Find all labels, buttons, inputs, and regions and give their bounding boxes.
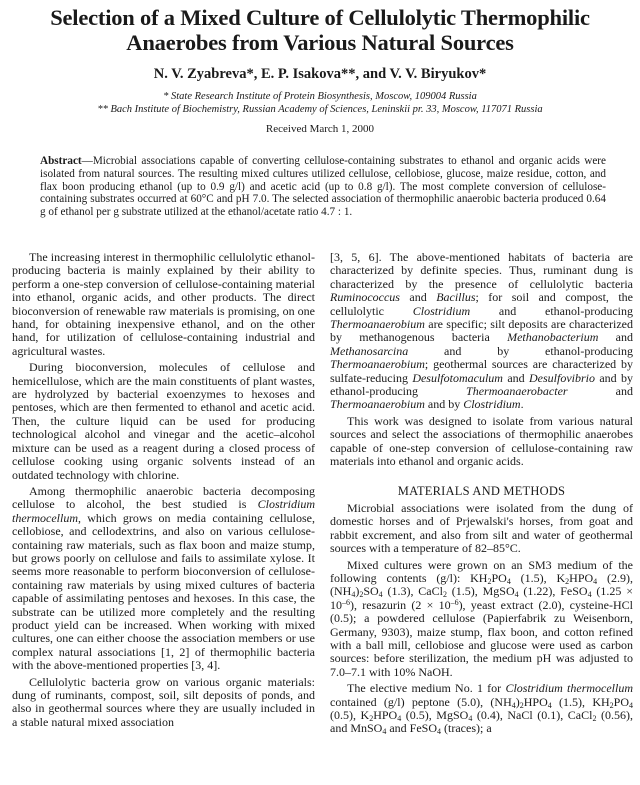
species-name: Clostridium xyxy=(412,303,471,318)
text-span: contained (g/l) peptone (5.0), (NH xyxy=(330,694,512,709)
abstract-text: —Microbial associations capable of converting cellulose-containing substrates to ethanol and organic acids were isolated from natural sources. The resulting mixed cultures utilized cellulose, cellobiose, glucose, maize residue, cotton, and flax boon producing ethanol (up to 0.9 g/l) and acetic acid (up to 0.8 g/l). The most complete conversion of cellulose-containing substrates occurred at 60°C and pH 7.0. The selected association of thermophilic anaerobic bacteria produced 0.64 g of ethanol per g substrate utilized at the ethanol/acetate ratio 4.7 : 1. xyxy=(40,155,606,219)
subscript: 4 xyxy=(511,700,516,710)
intro-paragraph-4: Cellulolytic bacteria grow on various organic materials: dung of ruminants, compost, soil, silt deposits of ponds, and also in geothermal sources where they are usually included in a stable natural mixed association xyxy=(12,674,315,729)
text-span: Mixed cultures were grown on an SM3 medium of the following contents (g/l): KH xyxy=(330,557,633,585)
text-span: ) xyxy=(355,584,360,599)
affiliations xyxy=(0,90,640,116)
subscript: 4 xyxy=(506,576,511,586)
text-span: (0.5), K xyxy=(330,708,370,722)
text-span: ; for soil and compost, the cellulolytic xyxy=(330,290,633,318)
species-name: Thermoanaerobium xyxy=(330,357,425,372)
text-span: . xyxy=(520,397,524,412)
aim-paragraph: This work was designed to isolate from various natural sources and select the associations of thermophilic anaerobes capable of one-step conversion of cellulose-containing raw materials into ethanol and organic acids. xyxy=(330,413,633,469)
text-span: ), resazurin (2 × 10 xyxy=(350,597,451,612)
subscript: 4 xyxy=(351,590,356,600)
text-span: (1.25 × 10 xyxy=(330,584,633,612)
subscript: 4 xyxy=(629,700,633,710)
subscript: 4 xyxy=(397,714,402,723)
text-span: ), yeast extract (2.0), cysteine-HCl (0.5); a powdered cellulose (Papierfabrik zu Weisenborn, Germany, 9303), maize stump, flax boon, and cotton refined with a ball mill, cellobiose and glucose were used as carbon sources: before sterilization, the medium pH was adjusted to 7.0–7.1 with 10% NaOH. xyxy=(330,597,633,679)
subscript: 2 xyxy=(487,576,492,586)
species-name: Thermoanaerobium xyxy=(330,397,425,412)
species-name: Clostridium xyxy=(463,397,521,412)
species-name: Ruminococcus xyxy=(330,290,400,305)
species-name: Methanosarcina xyxy=(330,343,409,358)
methods-paragraph-2 xyxy=(330,559,633,680)
species-name: Methanobacterium xyxy=(507,330,599,345)
subscript: 2 xyxy=(565,576,570,586)
text-span: (traces); a xyxy=(441,721,492,736)
methods-paragraph-1: Microbial associations were isolated from the dung of domestic horses and of Prjewalski's horses, from goat and rabbit excrement, and also from silt and water of geothermal sources with a temperature of 82–85°C. xyxy=(330,500,633,556)
subscript: 2 xyxy=(592,714,597,723)
intro-paragraph-1: The increasing interest in thermophilic cellulolytic ethanol-producing bacteria is mainly explained by their ability to perform a one-step conversion of cellulose-containing material into ethanol, organic acids, and other products. The direct bioconversion of renewable raw materials is promising, on one hand, for obtaining inexpensive ethanol, and on the other hand, for utilization of cellulose-containing industrial and agricultural wastes. xyxy=(12,250,315,358)
subscript: 4 xyxy=(593,576,598,586)
text-span: and by ethanol-producing xyxy=(408,343,633,358)
text-span: (1.22), FeSO xyxy=(518,584,588,599)
text-span: Among thermophilic anaerobic bacteria decomposing cellulose to alcohol, the best studied is xyxy=(12,483,315,512)
subscript: 2 xyxy=(442,590,447,600)
text-span: The elective medium No. 1 for xyxy=(347,681,506,696)
text-span: [3, 5, 6]. The above-mentioned habitats of bacteria are characterized by definite species. Thus, ruminant dung is characterized by the presence of cellulolytic bacteria xyxy=(330,250,633,291)
species-name: Thermoanaerobium xyxy=(330,317,425,332)
species-name: Clostridium thermocellum xyxy=(505,681,634,696)
article-authors: N. V. Zyabreva*, E. P. Isakova**, and V. V. Biryukov* xyxy=(153,66,487,82)
habitats-paragraph xyxy=(330,251,633,412)
species-name: Thermoanaerobacter xyxy=(466,384,568,399)
text-span: PO xyxy=(613,694,629,709)
intro-paragraph-3 xyxy=(12,485,315,673)
text-span: and FeSO xyxy=(386,721,438,736)
text-span: (0.56), and MnSO xyxy=(330,708,633,736)
species-name: Clostridium thermocellum xyxy=(12,497,315,525)
subscript: 2 xyxy=(359,590,364,600)
text-span: and ethanol-producing xyxy=(470,303,633,318)
affiliation-1: * State Research Institute of Protein Biosynthesis, Moscow, 109004 Russia xyxy=(163,91,477,102)
right-column xyxy=(330,251,633,739)
text-span: and by ethanol-producing xyxy=(330,370,633,399)
text-span: (0.5), MgSO xyxy=(401,708,469,722)
text-span: and xyxy=(598,330,633,345)
text-span: SO xyxy=(363,584,379,599)
abstract-label: Abstract xyxy=(40,155,82,167)
article-title: Selection of a Mixed Culture of Cellulolytic Thermophilic Anaerobes from Various Natural Sources xyxy=(50,5,590,55)
text-span: (1.5), MgSO xyxy=(446,584,515,599)
intro-paragraph-2: During bioconversion, molecules of cellulose and hemicellulose, which are the main constituents of plant wastes, are hydrolyzed by bacterial exoenzymes to hexoses and pentoses, which are then fermented to ethanol and acetic acid. Then, the culture liquid can be used for producing technological alcohol and vinegar and the acetic–alcohol mixture can be used as a reagent during a closed process of cellulose cooking using organic solvents instead of an outdated technology with chlorine. xyxy=(12,360,315,482)
subscript: 4 xyxy=(378,590,383,600)
text-span: are specific; silt deposits are characterized by methanogenous bacteria xyxy=(330,317,633,345)
text-span: and xyxy=(399,290,437,305)
text-span: PO xyxy=(491,570,507,585)
subscript: 4 xyxy=(514,590,519,600)
text-span: and xyxy=(502,370,529,385)
section-heading: MATERIALS AND METHODS xyxy=(397,483,566,498)
text-span: (2.9), (NH xyxy=(330,570,633,599)
text-span: , which grows on media containing cellulose, cellobiose, and cellodextrins, and also on various cellulose-containing raw materials, such as flax boon and maize stump, but grows poorly on cellulose and fails to assimilate xylose. It seems more reasonable to perform bioconversion of cellulose-containing raw materials by using mixed cultures of bacteria capable of assimilating pentoses and hexoses. In this case, the substrate can be utilized more completely and the resulting product yield can be increased. When working with mixed cultures, one can either choose the association members or use complex natural associations [1, 2] of thermophilic bacteria with the above-mentioned properties [3, 4]. xyxy=(12,510,315,673)
text-span: (1.3), CaCl xyxy=(382,584,443,599)
text-span: HPO xyxy=(523,694,548,709)
left-column xyxy=(12,251,315,732)
text-span: and xyxy=(567,384,633,399)
superscript: –6 xyxy=(450,597,459,607)
text-span: (1.5), K xyxy=(510,570,566,585)
received-date: Received March 1, 2000 xyxy=(265,123,375,135)
text-span: HPO xyxy=(569,570,594,585)
superscript: –6 xyxy=(342,597,350,607)
subscript: 4 xyxy=(437,727,442,737)
text-span: ; geothermal sources are characterized by sulfate-reducing xyxy=(330,357,633,385)
affiliation-2: ** Bach Institute of Biochemistry, Russian Academy of Sciences, Leninskii pr. 33, Moscow, 117071 Russia xyxy=(97,104,543,115)
species-name: Desulfovibrio xyxy=(528,370,595,385)
subscript: 2 xyxy=(369,714,374,723)
text-span: and by xyxy=(424,397,464,412)
subscript: 2 xyxy=(519,700,524,710)
species-name: Desulfotomaculum xyxy=(412,370,503,385)
text-span: (1.5), KH xyxy=(551,694,610,709)
subscript: 4 xyxy=(587,590,592,600)
text-span: (0.4), NaCl (0.1), CaCl xyxy=(472,708,593,722)
subscript: 4 xyxy=(468,714,473,723)
methods-paragraph-3 xyxy=(330,682,633,736)
subscript: 4 xyxy=(382,727,387,737)
species-name: Bacillus xyxy=(436,290,476,305)
text-span: ) xyxy=(515,694,520,709)
abstract xyxy=(40,155,606,219)
text-span: HPO xyxy=(373,708,398,722)
subscript: 4 xyxy=(547,700,552,710)
subscript: 2 xyxy=(609,700,614,710)
